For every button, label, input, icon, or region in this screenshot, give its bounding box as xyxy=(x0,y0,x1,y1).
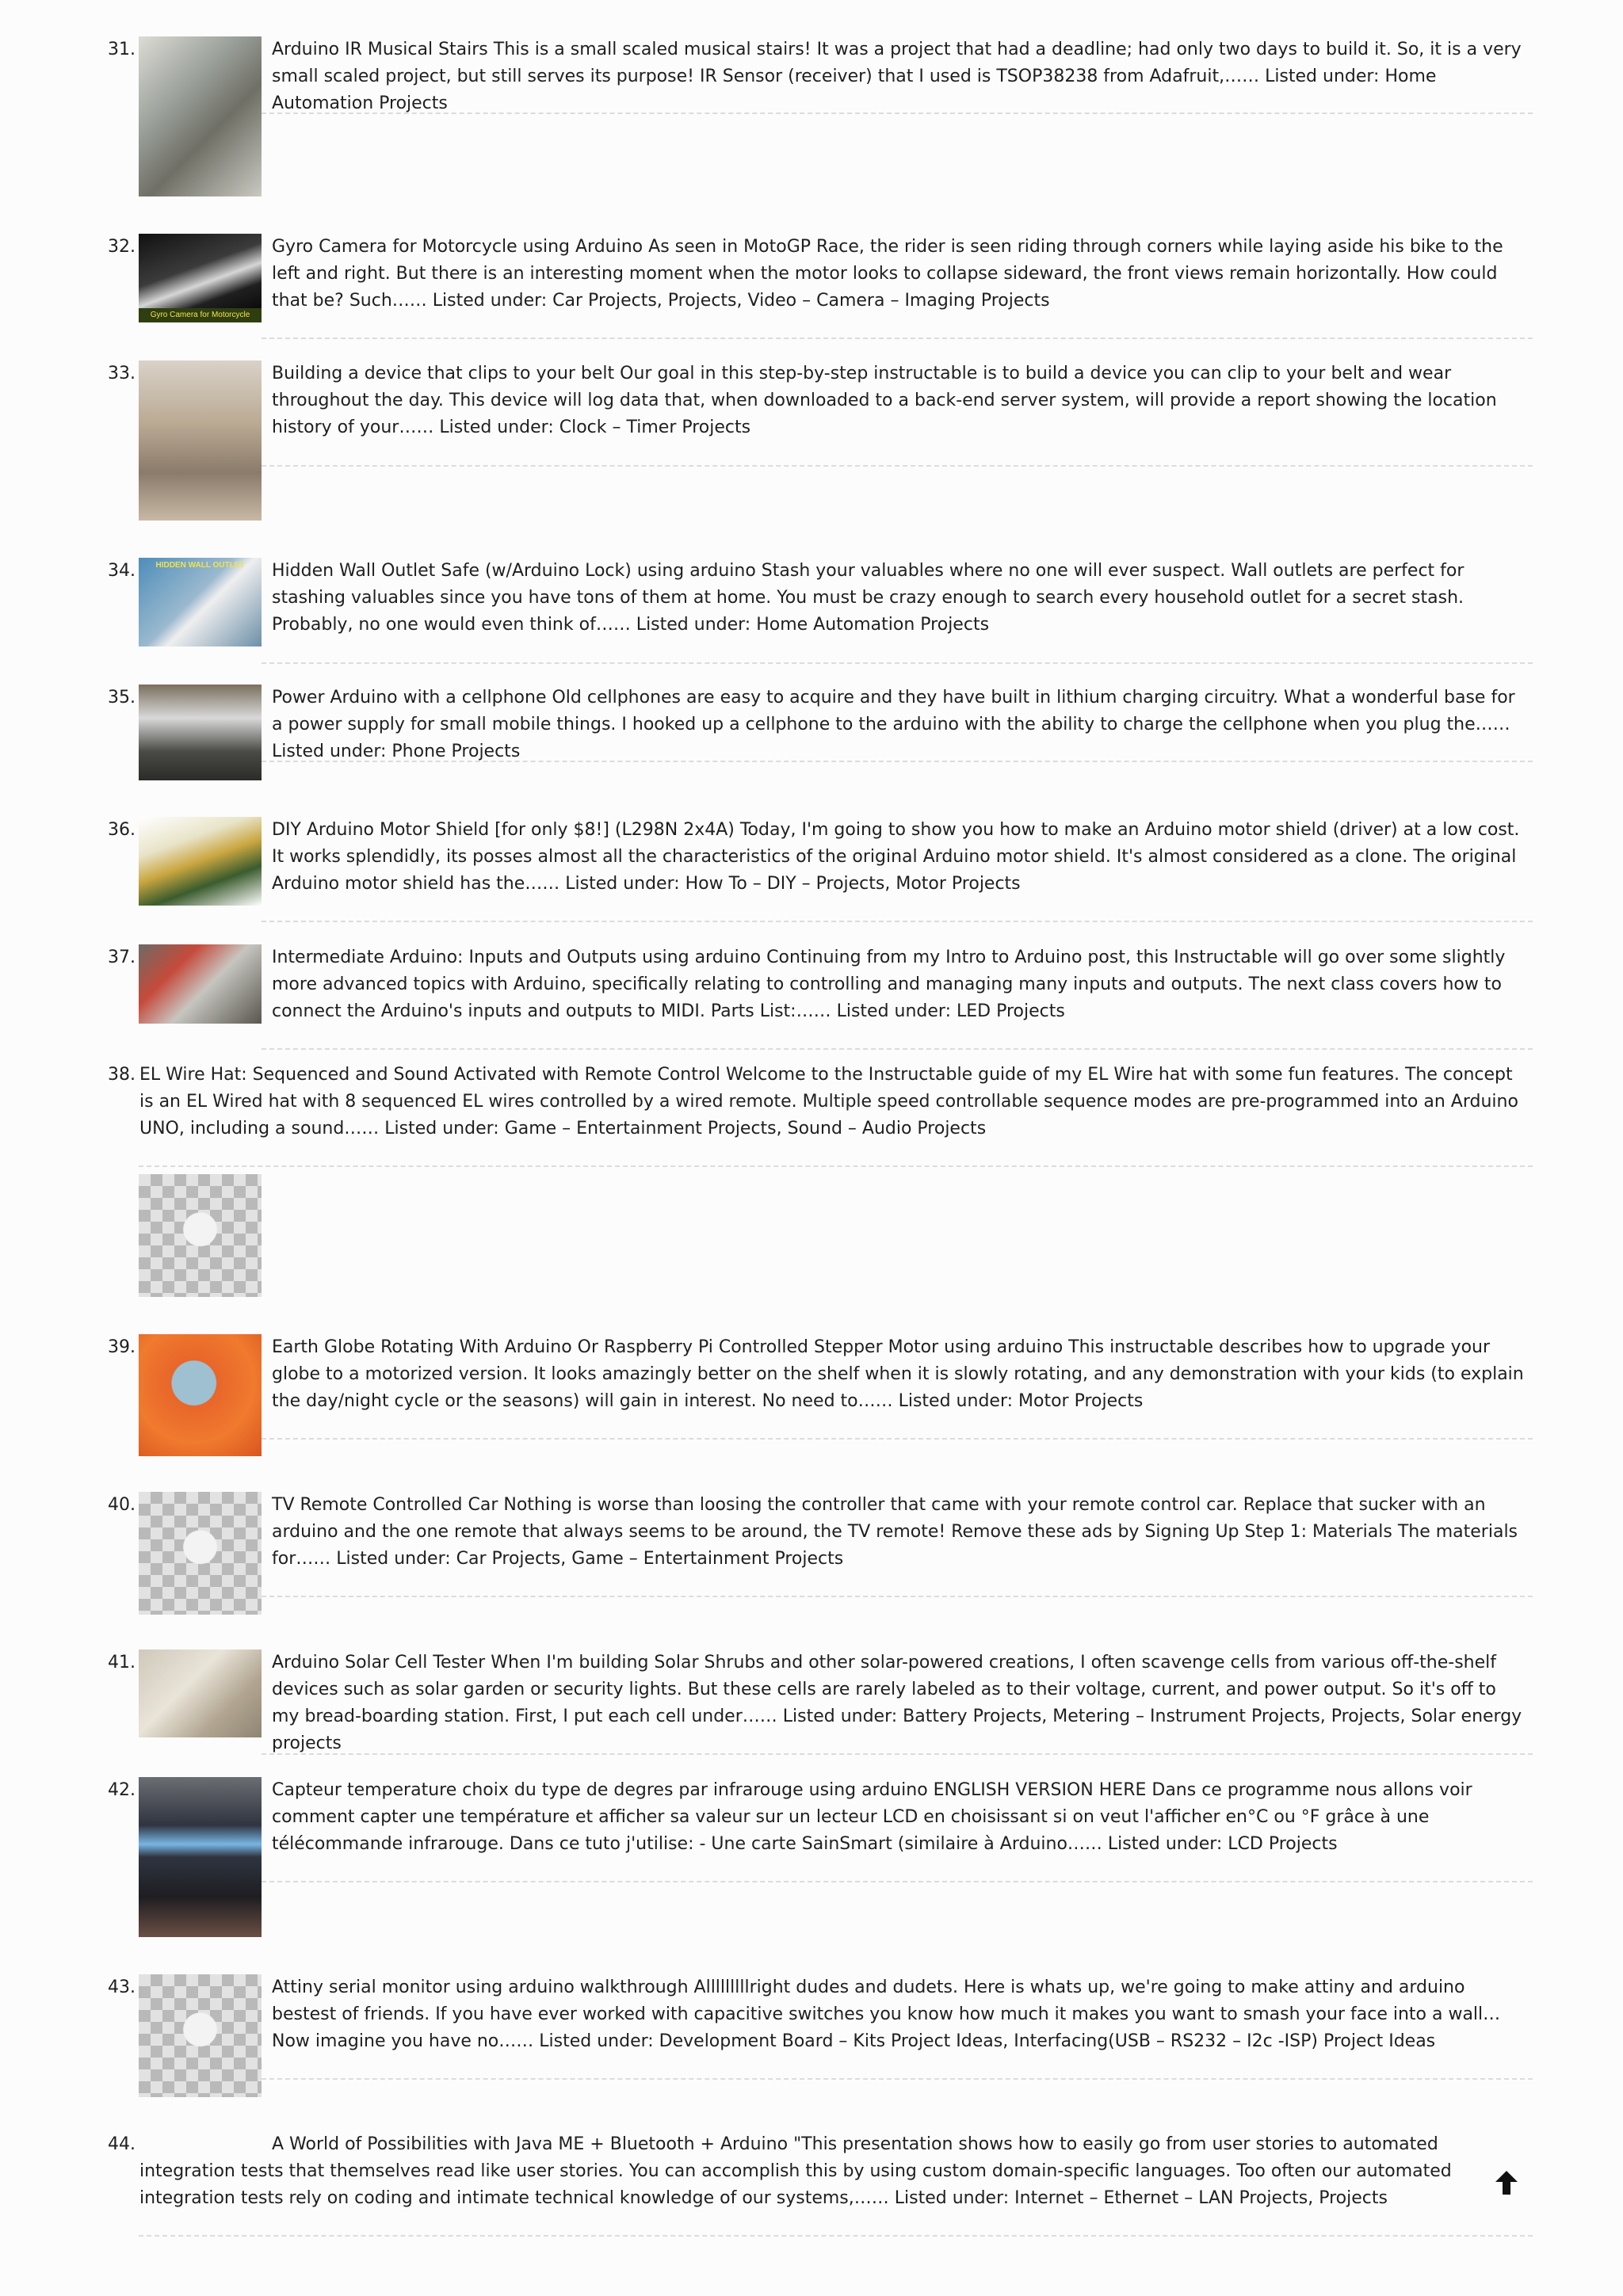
breadboard-thumbnail[interactable] xyxy=(139,944,262,1024)
item-description-link[interactable]: Capteur temperature choix du type de degres par infrarouge using arduino ENGLISH VERSION HERE Dans ce programme nous allons voir comment capter une température et afficher sa valeur sur un lecteur LCD en choisissant si on veut l'afficher en°C ou °F grâce à une télécommande infrarouge. Dans ce tuto j'utilise: - Une carte SainSmart (similaire à Arduino…… Listed under: LCD Projects xyxy=(272,1780,1472,1854)
item-number: 43. xyxy=(108,1978,136,1997)
item-description-link[interactable]: Arduino IR Musical Stairs This is a small scaled musical stairs! It was a project that had a deadline; had only two days to build it. So, it is a very small scaled project, but still serves its purpose! IR Sensor (receiver) that I used is TSOP38238 from Adafruit,…… Listed under: Home Automation Projects xyxy=(272,40,1522,113)
item-number: 39. xyxy=(108,1337,136,1357)
item-number: 32. xyxy=(108,237,136,257)
item-number: 35. xyxy=(108,688,136,707)
item-number: 41. xyxy=(108,1653,136,1672)
arrow-up-icon[interactable] xyxy=(1495,2171,1518,2195)
item-description-link[interactable]: Intermediate Arduino: Inputs and Outputs using arduino Continuing from my Intro to Arduino post, this Instructable will go over some slightly more advanced topics with Arduino, specifically relating to controlling and managing many inputs and outputs. The next class covers how to connect the Arduino's inputs and outputs to MIDI. Parts List:…… Listed under: LED Projects xyxy=(272,948,1506,1021)
item-number: 42. xyxy=(108,1780,136,1800)
divider xyxy=(262,662,1533,664)
divider xyxy=(262,1596,1533,1597)
divider xyxy=(262,761,1533,762)
item-description-link[interactable]: EL Wire Hat: Sequenced and Sound Activated with Remote Control Welcome to the Instructable guide of my EL Wire hat with some fun features. The concept is an EL Wired hat with 8 sequenced EL wires controlled by a wired remote. Multiple speed controllable sequence modes are pre-programmed into an Arduino UNO, including a sound…… Listed under: Game – Entertainment Projects, Sound – Audio Projects xyxy=(139,1065,1518,1138)
item-number: 37. xyxy=(108,948,136,967)
motorcycle-thumbnail[interactable] xyxy=(139,234,262,322)
divider xyxy=(262,1438,1533,1440)
thumbnail-caption: Gyro Camera for Motorcycle xyxy=(139,308,262,322)
divider xyxy=(262,1881,1533,1882)
divider xyxy=(262,113,1533,114)
item-number: 33. xyxy=(108,364,136,383)
item-description-link[interactable]: Building a device that clips to your belt Our goal in this step-by-step instructable is to build a device you can clip to your belt and wear throughout the day. This device will log data that, when downloaded to a back-end server system, will provide a report showing the location history of your…… Listed under: Clock – Timer Projects xyxy=(272,364,1497,437)
divider xyxy=(139,1165,1533,1167)
motor-shield-thumbnail[interactable] xyxy=(139,817,262,906)
divider xyxy=(262,338,1533,339)
divider xyxy=(262,1753,1533,1755)
item-description-link[interactable]: TV Remote Controlled Car Nothing is worse than loosing the controller that came with your remote control car. Replace that sucker with an arduino and the one remote that always seems to be around, the TV remote! Remove these ads by Signing Up Step 1: Materials The materials for…… Listed under: Car Projects, Game – Entertainment Projects xyxy=(272,1495,1518,1569)
item-number: 38. xyxy=(108,1065,136,1085)
item-description-link[interactable]: Hidden Wall Outlet Safe (w/Arduino Lock) using arduino Stash your valuables where no one will ever suspect. Wall outlets are perfect for stashing valuables since you have tons of them at home. You must be crazy enough to search every household outlet for a secret stash. Probably, no one would even think of…… Listed under: Home Automation Projects xyxy=(272,561,1465,635)
item-number: 40. xyxy=(108,1495,136,1515)
item-number: 44. xyxy=(108,2134,136,2154)
divider xyxy=(262,2078,1533,2080)
thumbnail-caption: HIDDEN WALL OUTLET xyxy=(155,561,245,570)
item-description-link[interactable]: Earth Globe Rotating With Arduino Or Raspberry Pi Controlled Stepper Motor using arduino This instructable describes how to upgrade your globe to a motorized version. It looks amazingly better on the shelf when it is slowly rotating, and any demonstration with your kids (to explain the day/night cycle or the seasons) will gain in interest. No need to…… Listed under: Motor Projects xyxy=(272,1337,1524,1411)
globe-thumbnail[interactable] xyxy=(139,1334,262,1456)
lcd-remote-thumbnail[interactable] xyxy=(139,1777,262,1937)
cellphone-thumbnail[interactable] xyxy=(139,685,262,780)
divider xyxy=(262,465,1533,467)
item-description-link[interactable]: Power Arduino with a cellphone Old cellphones are easy to acquire and they have built in lithium charging circuitry. What a wonderful base for a power supply for small mobile things. I hooked up a cellphone to the arduino with the ability to charge the cellphone when you plug the…… Listed under: Phone Projects xyxy=(272,688,1515,761)
divider xyxy=(139,2235,1533,2237)
belt-device-thumbnail[interactable] xyxy=(139,360,262,521)
divider xyxy=(262,1048,1533,1050)
item-number: 36. xyxy=(108,820,136,840)
item-description-link[interactable]: Gyro Camera for Motorcycle using Arduino As seen in MotoGP Race, the rider is seen riding through corners while laying aside his bike to the left and right. But there is an interesting moment when the motor looks to collapse sideward, the front views remain horizontally. How could that be? Such…… Listed under: Car Projects, Projects, Video – Camera – Imaging Projects xyxy=(272,237,1503,311)
item-description-link[interactable]: Arduino Solar Cell Tester When I'm building Solar Shrubs and other solar-powered creations, I often scavenge cells from various off-the-shelf devices such as solar garden or security lights. But these cells are rarely labeled as to their voltage, current, and power output. So it's off to my bread-boarding station. First, I put each cell under…… Listed under: Battery Projects, Metering – Instrument Projects, Projects, Solar energy projects xyxy=(272,1653,1522,1753)
divider xyxy=(262,921,1533,922)
item-description-link[interactable]: Attiny serial monitor using arduino walkthrough Alllllllllright dudes and dudets. Here is whats up, we're going to make attiny and arduino bestest of friends. If you have ever worked with capacitive switches you know how much it makes you want to smash your face into a wall…Now imagine you have no…… Listed under: Development Board – Kits Project Ideas, Interfacing(USB – RS232 – I2c -ISP) Project Ideas xyxy=(272,1978,1501,2051)
placeholder-image-icon[interactable] xyxy=(139,1974,262,2097)
stairs-thumbnail[interactable] xyxy=(139,36,262,196)
solar-tester-thumbnail[interactable] xyxy=(139,1650,262,1737)
placeholder-image-icon[interactable] xyxy=(139,1174,262,1297)
wall-outlet-thumbnail[interactable] xyxy=(139,558,262,646)
item-number: 34. xyxy=(108,561,136,581)
item-description-link[interactable]: A World of Possibilities with Java ME + Bluetooth + Arduino "This presentation shows how to easily go from user stories to automated integration tests that themselves read like user stories. You can accomplish this by using custom domain-specific languages. Too often our automated integration tests rely on coding and intimate technical knowledge of our systems,…… Listed under: Internet – Ethernet – LAN Projects, Projects xyxy=(139,2134,1452,2208)
item-description-link[interactable]: DIY Arduino Motor Shield [for only $8!] (L298N 2x4A) Today, I'm going to show you how to make an Arduino motor shield (driver) at a low cost. It works splendidly, its posses almost all the characteristics of the original Arduino motor shield. It's almost considered as a clone. The original Arduino motor shield has the…… Listed under: How To – DIY – Projects, Motor Projects xyxy=(272,820,1520,894)
placeholder-image-icon[interactable] xyxy=(139,1492,262,1615)
item-number: 31. xyxy=(108,40,136,59)
